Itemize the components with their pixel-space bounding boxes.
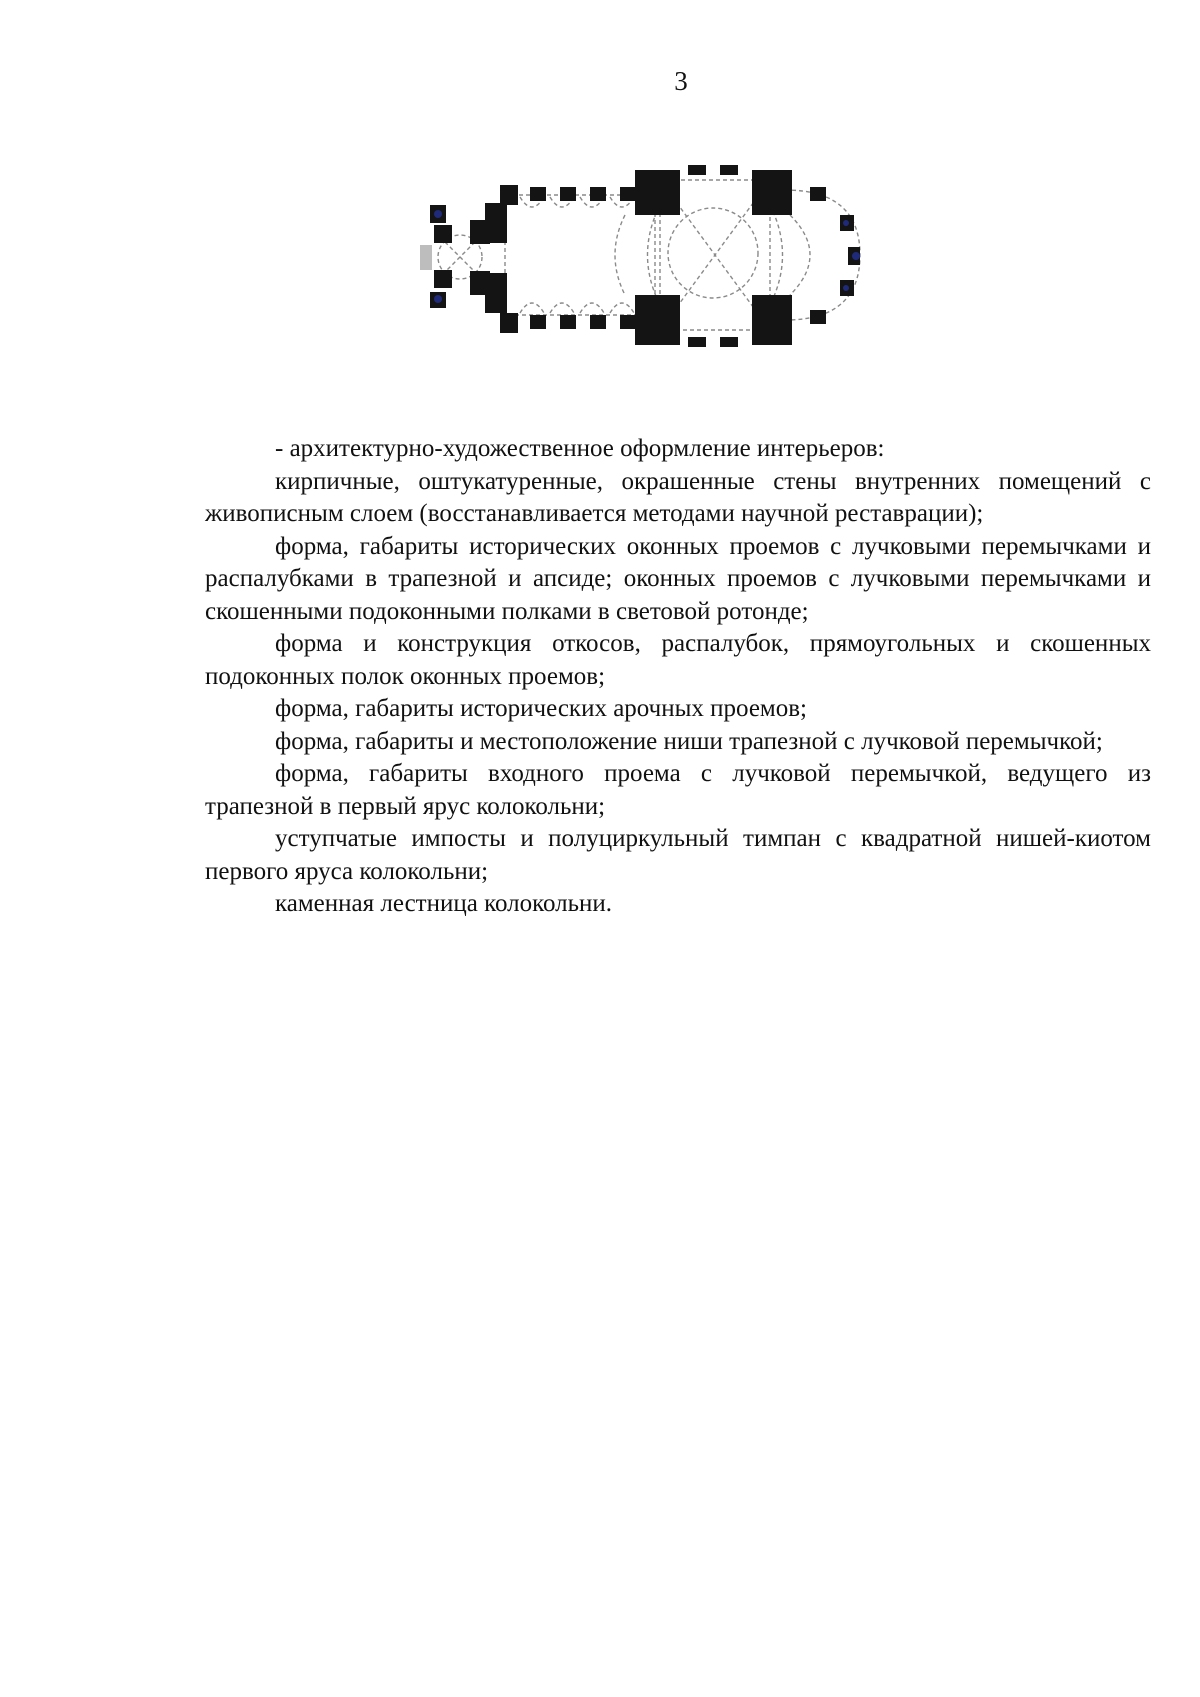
body-text xyxy=(205,433,1151,921)
paragraph: кирпичные, оштукатуренные, окрашенные стены внутренних помещений с живописным слоем (восстанавливается методами научной реставрации); xyxy=(205,467,1151,527)
paragraph: форма и конструкция откосов, распалубок, прямоугольных и скошенных подоконных полок оконных проемов; xyxy=(205,630,1151,690)
page-number: 3 xyxy=(674,66,688,96)
church-floor-plan xyxy=(420,165,930,395)
paragraph: форма, габариты и местоположение ниши трапезной с лучковой перемычкой; xyxy=(275,727,1103,755)
paragraph: уступчатые импосты и полуциркульный тимпан с квадратной нишей-киотом первого яруса колокольни; xyxy=(205,825,1151,885)
paragraph: - архитектурно-художественное оформление интерьеров: xyxy=(275,435,885,462)
paragraph: форма, габариты исторических арочных проемов; xyxy=(275,695,807,722)
paragraph: каменная лестница колокольни. xyxy=(275,890,613,917)
paragraph: форма, габариты входного проема с лучковой перемычкой, ведущего из трапезной в первый ярус колокольни; xyxy=(205,760,1151,820)
paragraph: форма, габариты исторических оконных проемов с лучковыми перемычками и распалубками в трапезной и апсиде; оконных проемов с лучковыми перемычками и скошенными подоконными полками в световой ротонде; xyxy=(205,532,1151,625)
